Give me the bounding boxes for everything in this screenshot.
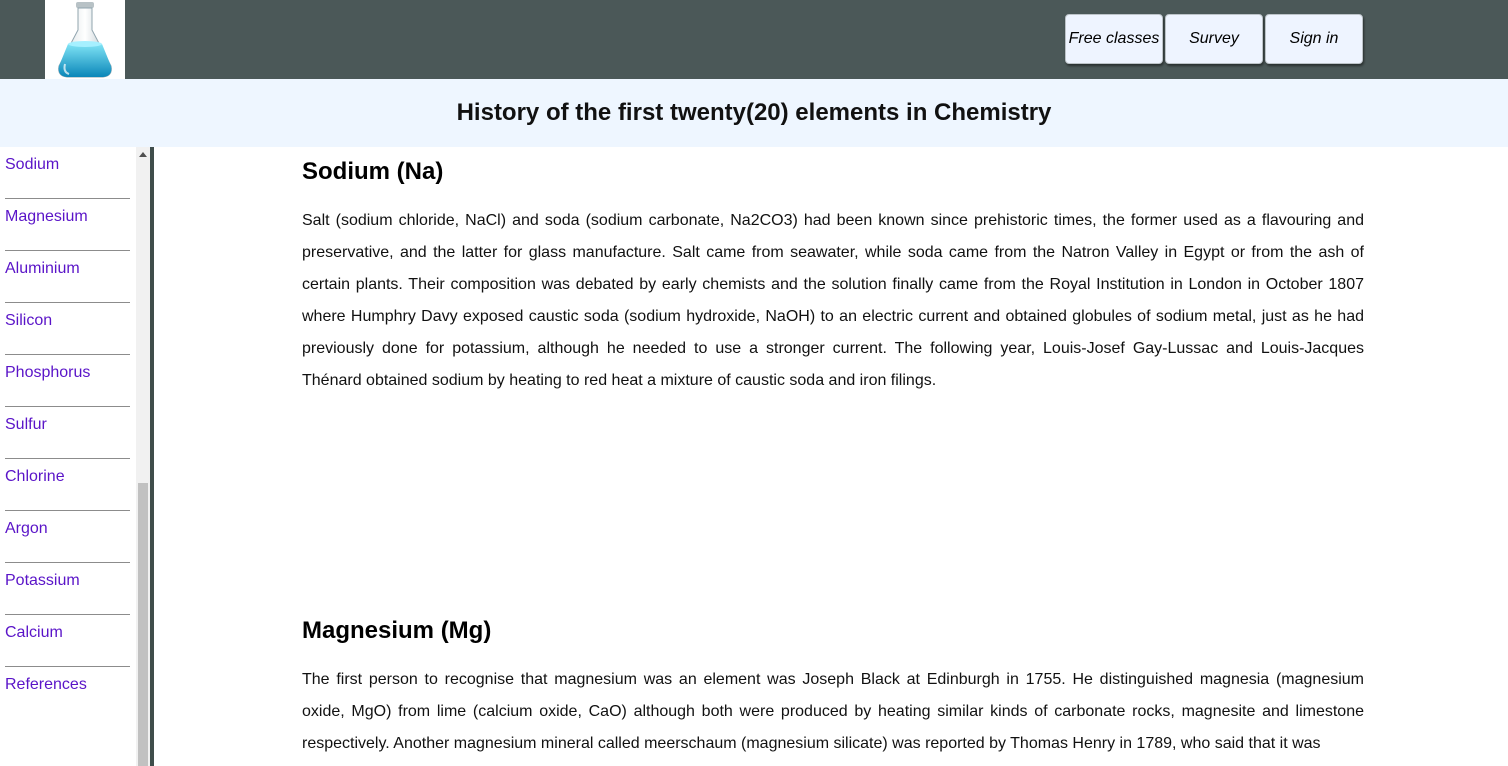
flask-icon — [51, 0, 119, 79]
sidebar-link-phosphorus[interactable]: Phosphorus — [5, 364, 91, 381]
scroll-up-arrow-icon[interactable] — [139, 152, 147, 157]
sidebar-item-sulfur — [5, 407, 130, 459]
top-navigation-bar — [0, 0, 1508, 79]
scrollbar-thumb[interactable] — [138, 483, 148, 766]
page-title: History of the first twenty(20) elements in Chemistry — [456, 99, 1052, 126]
sidebar-link-argon[interactable]: Argon — [5, 520, 48, 537]
sidebar-link-magnesium[interactable]: Magnesium — [5, 208, 88, 225]
sidebar-nav — [0, 147, 136, 766]
section-body-magnesium: The first person to recognise that magnesium was an element was Joseph Black at Edinburgh in 1755. He distinguished magnesia (magnesium oxide, MgO) from lime (calcium oxide, CaO) although both were produced by heating similar kinds of carbonate rocks, magnesite and limestone respectively. Another magnesium mineral called meerschaum (magnesium silicate) was reported by Thomas Henry in 1789, who said that it was — [302, 671, 1364, 752]
sidebar-item-calcium — [5, 615, 130, 667]
sidebar-link-aluminium[interactable]: Aluminium — [5, 260, 80, 277]
sidebar-item-magnesium — [5, 199, 130, 251]
sidebar-link-calcium[interactable]: Calcium — [5, 624, 63, 641]
sidebar-item-argon — [5, 511, 130, 563]
sidebar-link-silicon[interactable]: Silicon — [5, 312, 53, 329]
sidebar-item-potassium — [5, 563, 130, 615]
sidebar-link-sulfur[interactable]: Sulfur — [5, 416, 47, 433]
sidebar-item-chlorine — [5, 459, 130, 511]
sidebar-item-sodium — [5, 147, 130, 199]
page-title-bar — [0, 79, 1508, 147]
section-heading-sodium: Sodium (Na) — [302, 158, 444, 185]
sidebar-item-silicon — [5, 303, 130, 355]
sidebar-divider — [150, 147, 154, 766]
sidebar-link-references[interactable]: References — [5, 676, 87, 693]
sidebar-scrollbar[interactable] — [136, 147, 150, 766]
site-logo[interactable] — [45, 0, 125, 79]
sidebar-item-phosphorus — [5, 355, 130, 407]
sidebar-link-chlorine[interactable]: Chlorine — [5, 468, 65, 485]
sign-in-button[interactable]: Sign in — [1265, 14, 1363, 64]
survey-button[interactable]: Survey — [1165, 14, 1263, 64]
sidebar-link-potassium[interactable]: Potassium — [5, 572, 80, 589]
free-classes-button[interactable]: Free classes — [1065, 14, 1163, 64]
section-heading-magnesium: Magnesium (Mg) — [302, 617, 492, 644]
sidebar-item-aluminium — [5, 251, 130, 303]
sidebar-link-sodium[interactable]: Sodium — [5, 156, 60, 173]
section-body-sodium: Salt (sodium chloride, NaCl) and soda (sodium carbonate, Na2CO3) had been known since prehistoric times, the former used as a flavouring and preservative, and the latter for glass manufacture. Salt came from seawater, while soda came from the Natron Valley in Egypt or from the ash of certain plants. Their composition was debated by early chemists and the solution finally came from the Royal Institution in London in October 1807 where Humphry Davy exposed caustic soda (sodium hydroxide, NaOH) to an electric current and obtained globules of sodium metal, just as he had previously done for potassium, although he needed to use a stronger current. The following year, Louis-Josef Gay-Lussac and Louis-Jacques Thénard obtained sodium by heating to red heat a mixture of caustic soda and iron filings. — [302, 212, 1364, 389]
sidebar-item-references — [5, 667, 130, 719]
